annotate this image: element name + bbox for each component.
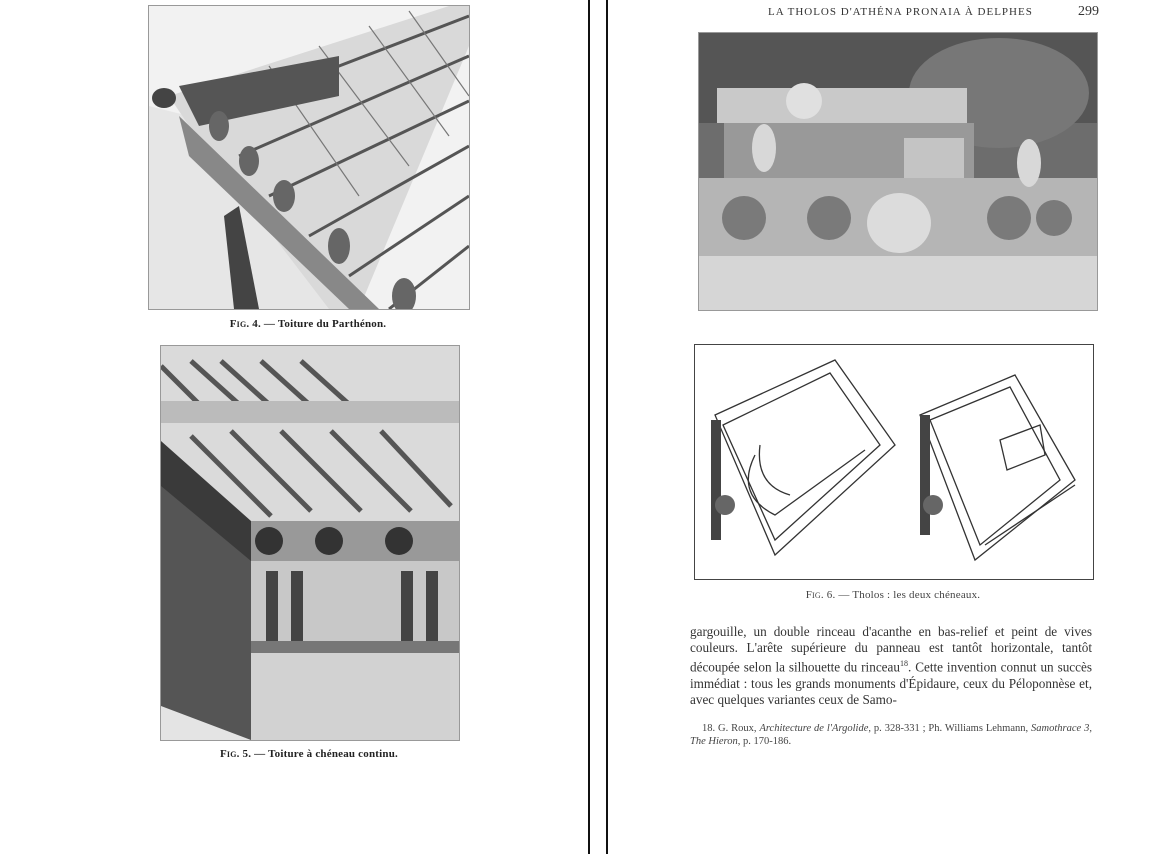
footnote-author-1: G. Roux, (715, 723, 760, 734)
figure-5-caption-text: — Toiture à chéneau continu. (251, 748, 398, 760)
figure-6-label: Fig. 6. (805, 589, 836, 601)
figure-photo-gutter-fragments (698, 32, 1098, 311)
footnote-title-1: Architecture de l'Argolide (759, 723, 869, 734)
page-number: 299 (1078, 4, 1099, 19)
body-text-part-2: . Cette invention connut un succès immédiat : tous les grands monuments d'Épidaure, ceux du Péloponnèse et, avec quelques variantes ceux de Samo- (690, 659, 1092, 708)
body-text-part-1: gargouille, un double rinceau d'acanthe en bas-relief et peint de vives couleurs. L'arête supérieure du panneau est tantôt horizontale, tantôt découpée selon la silhouette du rinceau (690, 624, 1092, 675)
figure-4-parthenon-roof (148, 5, 470, 310)
roof-gutter-drawing-image (161, 346, 459, 740)
figure-6-two-gutters-drawing (694, 344, 1094, 580)
footnote-reference[interactable]: 18 (899, 659, 908, 669)
footnote-number: 18. (702, 723, 716, 734)
two-gutters-line-drawing (695, 345, 1093, 579)
figure-5-continuous-gutter-roof (160, 345, 460, 741)
footnote-pages-1: , p. 328-331 ; Ph. Williams Lehmann, (868, 723, 1032, 734)
running-title: LA THOLOS D'ATHÉNA PRONAIA À DELPHES (768, 6, 1033, 18)
footnote-title-2: Samothrace 3, The Hieron (690, 723, 1092, 747)
figure-4-label: Fig. 4. (229, 318, 261, 330)
figure-5-label: Fig. 5. (219, 748, 252, 760)
figure-4-caption-text: — Toiture du Parthénon. (260, 318, 387, 330)
figure-6-caption (694, 589, 1092, 601)
figure-5-caption (160, 748, 458, 760)
roof-drawing-image (149, 6, 469, 309)
body-text (690, 624, 1092, 708)
footnote-18 (690, 722, 1092, 748)
page-divider-left (588, 0, 590, 854)
figure-6-caption-text: — Tholos : les deux chéneaux. (835, 589, 981, 601)
body-paragraph (690, 624, 1092, 708)
figure-4-caption (148, 318, 468, 330)
right-page (608, 0, 1150, 854)
footnote-pages-2: , p. 170-186. (737, 736, 792, 747)
gutter-fragments-photo (699, 33, 1097, 310)
